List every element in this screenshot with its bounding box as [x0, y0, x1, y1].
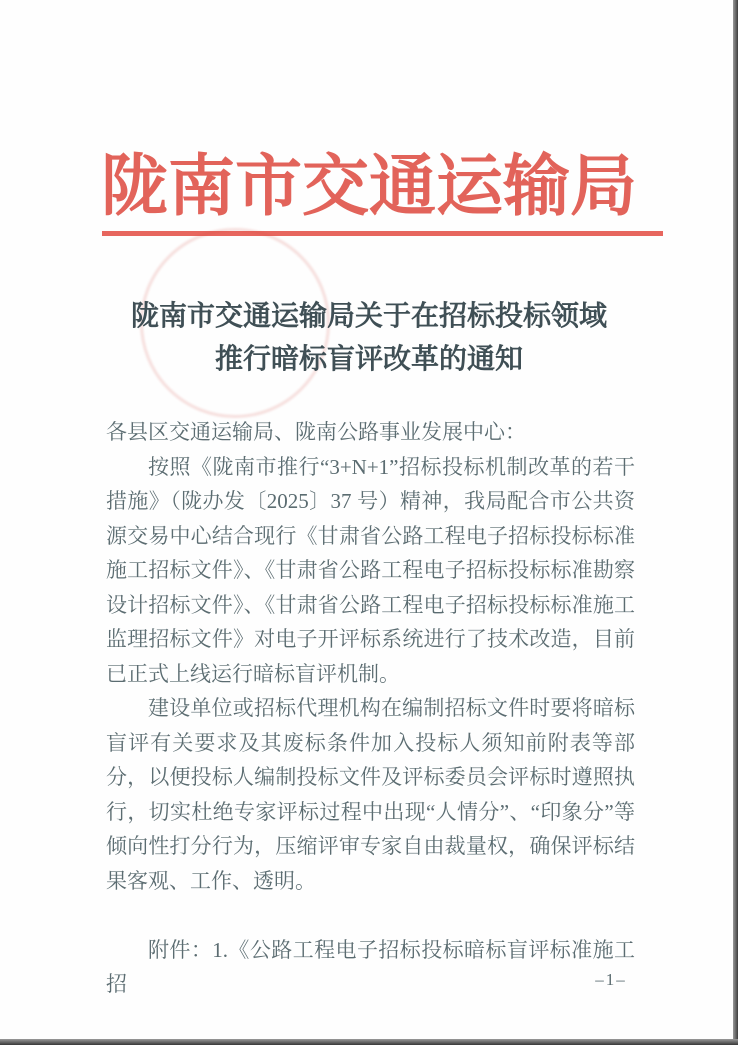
document-body: [106, 415, 635, 1002]
document-title: [15, 295, 723, 381]
document-title-line-1: 陇南市交通运输局关于在招标投标领域: [130, 301, 607, 332]
attachment-line: 附件：1.《公路工程电子招标投标暗标盲评标准施工招: [106, 937, 635, 996]
body-paragraph-2: 建设单位或招标代理机构在编制招标文件时要将暗标盲评有关要求及其废标条件加入投标人须知前附表等部分，以便投标人编制投标文件及评标委员会评标时遵照执行，切实杜绝专家评标过程中出现“人情分”、“印象分”等倾向性打分行为，压缩评审专家自由裁量权，确保评标结果客观、工作、透明。: [106, 696, 635, 893]
letterhead-divider-rule: [102, 231, 663, 236]
body-paragraph-1: 按照《陇南市推行“3+N+1”招标投标机制改革的若干措施》（陇办发〔2025〕37 号）精神，我局配合市公共资源交易中心结合现行《甘肃省公路工程电子招标投标标准施工招标文件》、《甘肃省公路工程电子招标投标标准勘察设计招标文件》、《甘肃省公路工程电子招标投标标准施工监理招标文件》对电子开评标系统进行了技术改造，目前已正式上线运行暗标盲评机制。: [106, 454, 635, 686]
salutation-line: 各县区交通运输局、陇南公路事业发展中心：: [106, 420, 526, 444]
letterhead-title: 陇南市交通运输局: [101, 150, 637, 224]
document-title-line-2: 推行暗标盲评改革的通知: [214, 344, 523, 375]
scan-edge-right: [733, 0, 738, 1045]
scan-edge-bottom: [0, 1039, 738, 1045]
page-number: –1–: [595, 970, 627, 989]
